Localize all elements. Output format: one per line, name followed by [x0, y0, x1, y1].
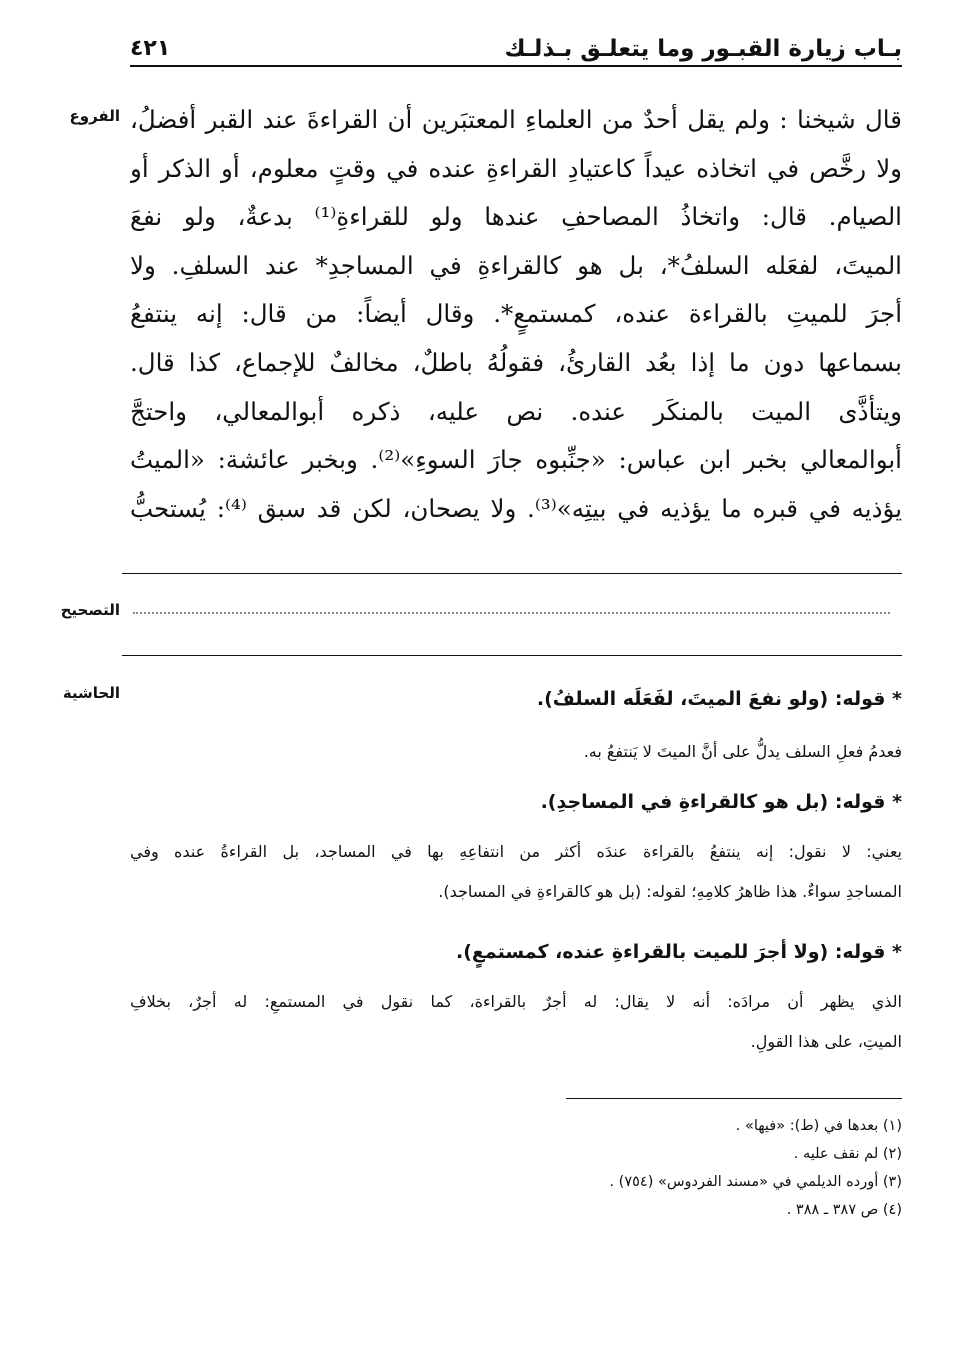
main-text-line: قال شيخنا : ولم يقل أحدٌ من العلماءِ المعتبَرين أن القراءةَ عند القبر أفضلُ،	[130, 105, 902, 134]
hashiya-comment	[130, 832, 902, 912]
main-text-line: بسماعها دون ما إذا بعُد القارئُ، فقولُهُ باطلٌ، مخالفٌ للإجماع، كذا قال.	[130, 347, 902, 377]
main-text	[130, 96, 902, 533]
header-rule	[130, 65, 902, 67]
page-number: ٤٢١	[130, 36, 171, 61]
main-text-line: أبوالمعالي بخبر ابن عباس: «جنِّبوه جارَ السوءِ»⁽²⁾. وبخبر عائشة: «الميتُ	[130, 445, 902, 475]
footnote: (٤) ص ٣٨٧ ـ ٣٨٨ .	[786, 1202, 902, 1218]
hashiya-comment	[130, 732, 902, 772]
hashiya-comment-line: فعدمُ فعلِ السلف يدلُّ على أنَّ الميتَ لا يَنتفعُ به.	[583, 742, 902, 761]
main-text-line: ولا رخَّص في اتخاذه عيداً كاعتيادِ القراءةِ عنده في وقتٍ معلوم، أو الذكر أو	[130, 153, 902, 183]
hashiya-comment-line: يعني: لا نقول: إنه ينتفعُ بالقراءة عندَه أكثر من انتفاعِهِ بها في المساجد، بل القراءةُ عنده وفي	[130, 842, 902, 861]
side-label-hashiya: الحاشية	[62, 684, 120, 702]
footnotes	[500, 1112, 902, 1224]
hashiya-block	[130, 684, 902, 714]
footnote: (٣) أورده الديلمي في «مسند الفردوس» (٧٥٤) .	[609, 1174, 902, 1190]
main-text-line: يؤذيه في قبره ما يؤذيه في بيتِه»⁽³⁾. ولا يصحان، لكن قد سبق ⁽⁴⁾: يُستحبُّ	[130, 493, 902, 523]
main-text-line: ويتأذَّى الميت بالمنكَر عنده. نص عليه، ذكره أبوالمعالي، واحتجَّ	[130, 396, 902, 426]
side-label-furu: الفروع	[69, 107, 120, 125]
footnote-rule	[566, 1098, 902, 1099]
hashiya-comment-line: الميتِ، على هذا القولِ.	[750, 1032, 902, 1051]
side-label-tashih: التصحيح	[60, 601, 120, 619]
hashiya-comment-line: الذي يظهر أن مرادَه: أنه لا يقال: له أجرٌ بالقراءة، كما نقول في المستمعِ: له أجرٌ، بخلافِ	[130, 992, 902, 1011]
footnote: (٢) لم نقف عليه .	[793, 1146, 902, 1162]
main-text-line: الميتَ، لفعَله السلفُ*، بل هو كالقراءةِ في المساجدِ* عند السلفِ. ولا	[130, 250, 902, 280]
hashiya-comment-line: المساجدِ سواءٌ. هذا ظاهرُ كلامِهِ؛ لقوله: (بل هو كالقراءةِ في المساجد).	[438, 882, 902, 901]
main-text-line: أجرَ للميتِ بالقراءة عنده، كمستمعٍ*. وقال أيضاً: من قال: إنه ينتفعُ	[130, 299, 902, 329]
hashiya-quote: * قوله: (بل هو كالقراءةِ في المساجدِ).	[540, 791, 902, 813]
footnote: (١) بعدها في (ط): «فيها» .	[735, 1118, 902, 1134]
main-text-line: الصيام. قال: واتخاذُ المصاحفِ عندها ولو للقراءةِ⁽¹⁾ بدعةٌ، ولو نفعَ	[130, 202, 902, 232]
hashiya-block	[130, 937, 902, 967]
hashiya-comment	[130, 982, 902, 1062]
section-rule-bottom	[122, 655, 902, 656]
tashih-dotted-line	[133, 612, 890, 614]
hashiya-block	[130, 787, 902, 817]
hashiya-quote: * قوله: (ولا أجرَ للميت بالقراءةِ عنده، كمستمعٍ).	[456, 941, 902, 963]
section-rule-top	[122, 573, 902, 574]
hashiya-quote: * قوله: (ولو نفعَ الميتَ، لفَعَلَه السلفُ).	[536, 688, 902, 710]
chapter-title: بـاب زيارة القبـور وما يتعلـق بـذلـك	[504, 36, 902, 62]
